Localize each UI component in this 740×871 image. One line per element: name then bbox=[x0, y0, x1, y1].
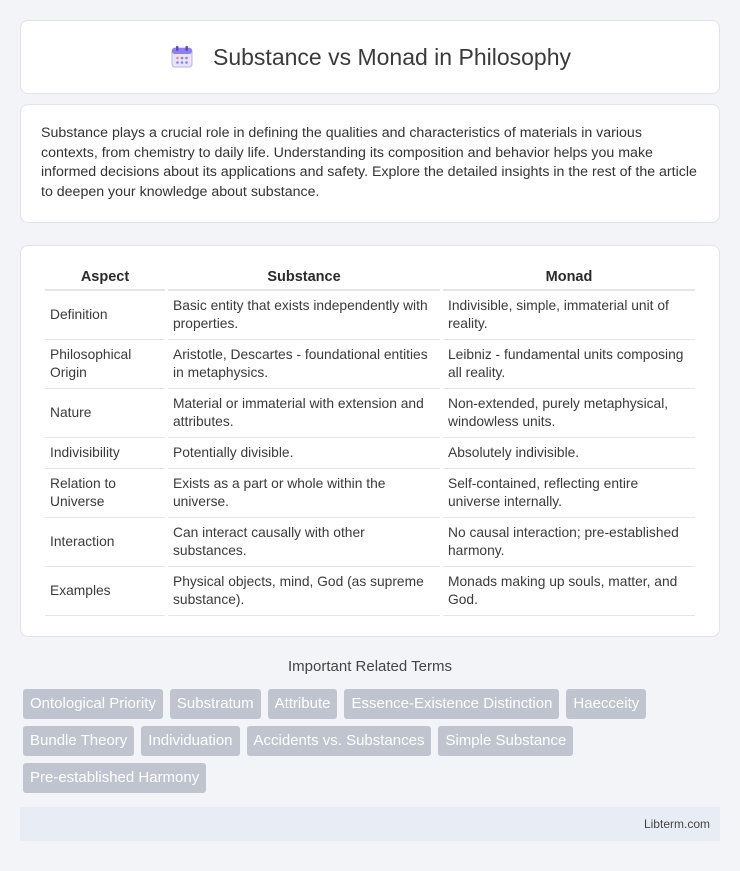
row-monad: Leibniz - fundamental units composing all reality. bbox=[443, 340, 695, 389]
row-aspect: Interaction bbox=[45, 518, 165, 567]
row-substance: Can interact causally with other substances. bbox=[168, 518, 440, 567]
related-terms-title: Important Related Terms bbox=[288, 658, 452, 675]
header-monad: Monad bbox=[443, 266, 695, 291]
term-tag[interactable]: Individuation bbox=[141, 726, 239, 756]
row-substance: Material or immaterial with extension and attributes. bbox=[168, 389, 440, 438]
row-aspect: Indivisibility bbox=[45, 438, 165, 469]
term-tag[interactable]: Ontological Priority bbox=[23, 689, 163, 719]
intro-card bbox=[20, 104, 720, 223]
row-monad: Indivisible, simple, immaterial unit of reality. bbox=[443, 291, 695, 340]
page-title: Substance vs Monad in Philosophy bbox=[213, 43, 571, 70]
row-substance: Potentially divisible. bbox=[168, 438, 440, 469]
table-row bbox=[45, 291, 695, 340]
row-aspect: Definition bbox=[45, 291, 165, 340]
row-monad: Absolutely indivisible. bbox=[443, 438, 695, 469]
comparison-table-card bbox=[20, 245, 720, 637]
row-substance: Basic entity that exists independently with properties. bbox=[168, 291, 440, 340]
term-tag[interactable]: Simple Substance bbox=[438, 726, 573, 756]
term-tag[interactable]: Pre-established Harmony bbox=[23, 763, 206, 793]
table-header-row bbox=[45, 266, 695, 291]
table-row bbox=[45, 518, 695, 567]
row-aspect: Relation to Universe bbox=[45, 469, 165, 518]
footer bbox=[20, 807, 720, 841]
term-tag[interactable]: Attribute bbox=[268, 689, 338, 719]
row-monad: No causal interaction; pre-established harmony. bbox=[443, 518, 695, 567]
row-substance: Aristotle, Descartes - foundational entities in metaphysics. bbox=[168, 340, 440, 389]
row-aspect: Nature bbox=[45, 389, 165, 438]
row-substance: Exists as a part or whole within the universe. bbox=[168, 469, 440, 518]
term-tag[interactable]: Substratum bbox=[170, 689, 261, 719]
table-row bbox=[45, 567, 695, 616]
table-row bbox=[45, 469, 695, 518]
term-tag[interactable]: Accidents vs. Substances bbox=[247, 726, 432, 756]
intro-text: Substance plays a crucial role in defining the qualities and characteristics of materials in various contexts, from chemistry to daily life. Understanding its composition and behavior helps you make informed decisions about its applications and safety. Explore the detailed insights in the rest of the article to deepen your knowledge about substance. bbox=[41, 125, 697, 200]
footer-site-link[interactable]: Libterm.com bbox=[643, 817, 710, 831]
header-aspect: Aspect bbox=[45, 266, 165, 291]
row-substance: Physical objects, mind, God (as supreme substance). bbox=[168, 567, 440, 616]
row-aspect: Philosophical Origin bbox=[45, 340, 165, 389]
row-monad: Monads making up souls, matter, and God. bbox=[443, 567, 695, 616]
table-row bbox=[45, 438, 695, 469]
row-aspect: Examples bbox=[45, 567, 165, 616]
header-substance: Substance bbox=[168, 266, 440, 291]
row-monad: Non-extended, purely metaphysical, windowless units. bbox=[443, 389, 695, 438]
calendar-icon bbox=[169, 44, 195, 70]
comparison-table bbox=[42, 266, 698, 616]
row-monad: Self-contained, reflecting entire universe internally. bbox=[443, 469, 695, 518]
term-tag[interactable]: Bundle Theory bbox=[23, 726, 134, 756]
term-tag[interactable]: Haecceity bbox=[566, 689, 646, 719]
table-row bbox=[45, 389, 695, 438]
related-terms-list bbox=[20, 689, 720, 793]
term-tag[interactable]: Essence-Existence Distinction bbox=[344, 689, 559, 719]
table-row bbox=[45, 340, 695, 389]
title-card bbox=[20, 20, 720, 94]
